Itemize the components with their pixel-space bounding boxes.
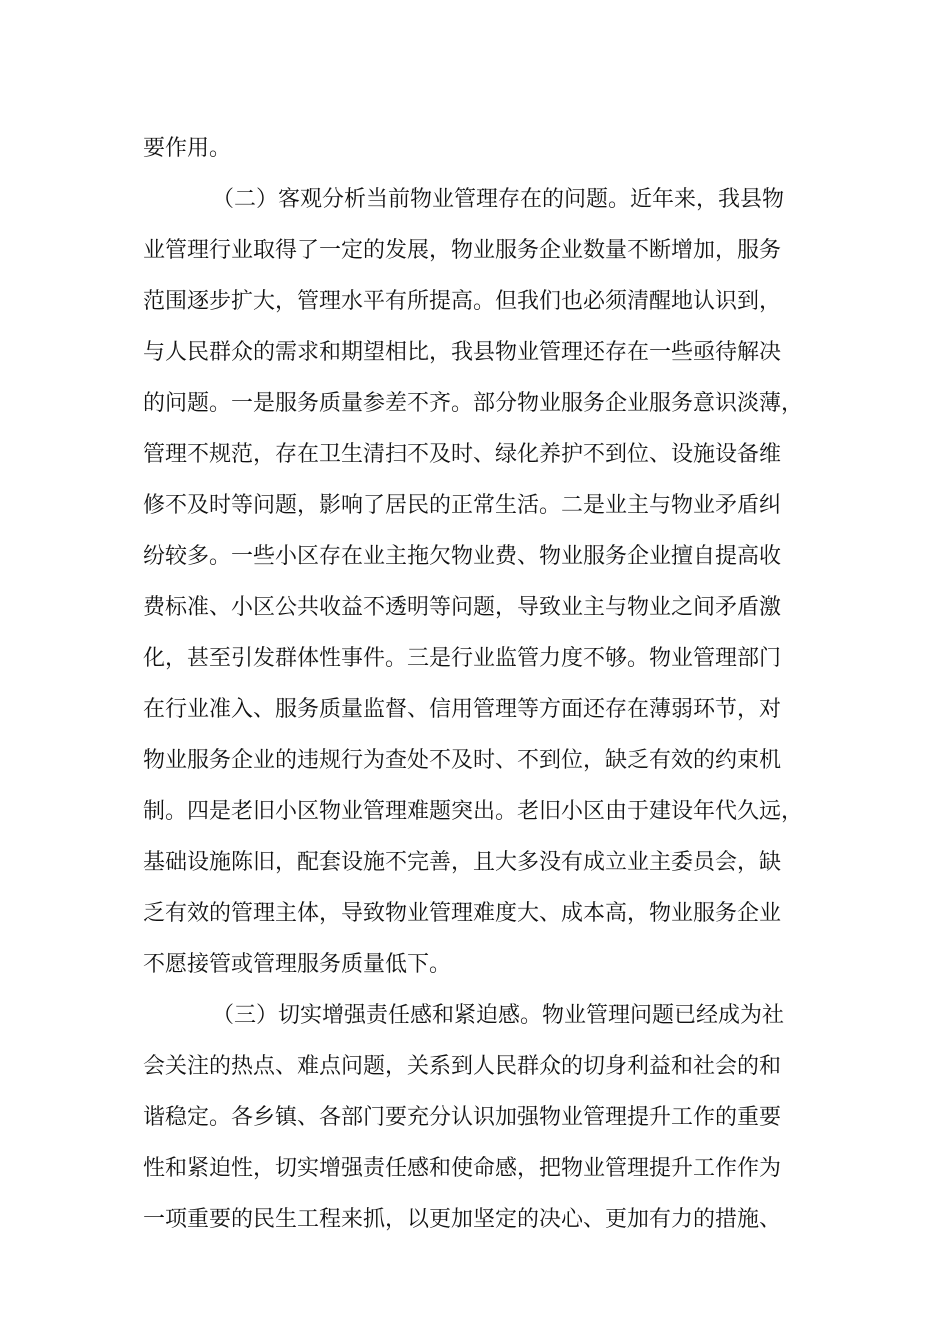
paragraph-line: 一项重要的民生工程来抓，以更加坚定的决心、更加有力的措施、 xyxy=(143,1207,782,1232)
paragraph-line: 基础设施陈旧，配套设施不完善，且大多没有成立业主委员会，缺 xyxy=(143,850,782,875)
paragraph-line: 不愿接管或管理服务质量低下。 xyxy=(143,952,452,977)
paragraph-line: 物业服务企业的违规行为查处不及时、不到位，缺乏有效的约束机 xyxy=(143,748,782,773)
paragraph-line: 范围逐步扩大，管理水平有所提高。但我们也必须清醒地认识到， xyxy=(143,289,782,314)
paragraph-line: 性和紧迫性，切实增强责任感和使命感，把物业管理提升工作作为 xyxy=(143,1156,782,1181)
paragraph-line: 业管理行业取得了一定的发展，物业服务企业数量不断增加，服务 xyxy=(143,238,782,263)
paragraph-line: 要作用。 xyxy=(143,136,232,161)
paragraph-line: 制。四是老旧小区物业管理难题突出。老旧小区由于建设年代久远， xyxy=(143,799,804,824)
paragraph-line: 管理不规范，存在卫生清扫不及时、绿化养护不到位、设施设备维 xyxy=(143,442,782,467)
paragraph-line: 化，甚至引发群体性事件。三是行业监管力度不够。物业管理部门 xyxy=(143,646,782,671)
paragraph-line: 乏有效的管理主体，导致物业管理难度大、成本高，物业服务企业 xyxy=(143,901,782,926)
paragraph-line: 会关注的热点、难点问题，关系到人民群众的切身利益和社会的和 xyxy=(143,1054,782,1079)
paragraph-line: 费标准、小区公共收益不透明等问题，导致业主与物业之间矛盾激 xyxy=(143,595,782,620)
paragraph-line: 修不及时等问题，影响了居民的正常生活。二是业主与物业矛盾纠 xyxy=(143,493,782,518)
paragraph-line: 的问题。一是服务质量参差不齐。部分物业服务企业服务意识淡薄， xyxy=(143,391,804,416)
paragraph-line: 与人民群众的需求和期望相比，我县物业管理还存在一些亟待解决 xyxy=(143,340,782,365)
section-heading-line: （二）客观分析当前物业管理存在的问题。近年来，我县物 xyxy=(212,187,785,212)
paragraph-line: 纷较多。一些小区存在业主拖欠物业费、物业服务企业擅自提高收 xyxy=(143,544,782,569)
section-heading-line: （三）切实增强责任感和紧迫感。物业管理问题已经成为社 xyxy=(212,1003,785,1028)
paragraph-line: 在行业准入、服务质量监督、信用管理等方面还存在薄弱环节，对 xyxy=(143,697,782,722)
paragraph-line: 谐稳定。各乡镇、各部门要充分认识加强物业管理提升工作的重要 xyxy=(143,1105,782,1130)
